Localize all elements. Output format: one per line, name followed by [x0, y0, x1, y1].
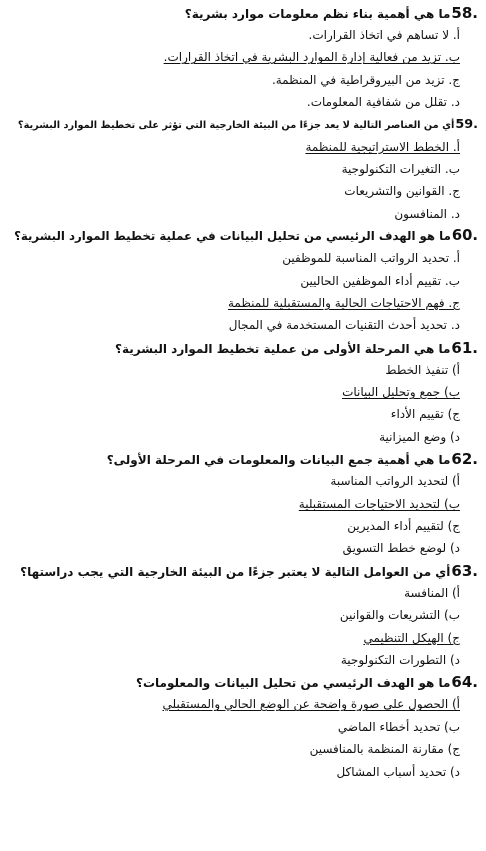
answer-option-correct: [8, 493, 478, 515]
answer-option-text: ج) تقييم الأداء: [390, 407, 460, 422]
question-line: [8, 448, 478, 470]
answer-option-text: أ) لتحديد الرواتب المناسبة: [330, 474, 460, 489]
answer-option-text: ب. تزيد من فعالية إدارة الموارد البشرية في اتخاذ القرارات.: [163, 50, 460, 65]
answer-option: [8, 716, 478, 738]
question-line: [8, 225, 478, 247]
answer-option-text: ج. تزيد من البيروقراطية في المنظمة.: [271, 72, 460, 87]
answer-option-correct: [8, 693, 478, 715]
answer-option: [8, 537, 478, 559]
question-line: [8, 114, 478, 136]
answer-option-text: ب. التغيرات التكنولوجية: [341, 161, 460, 176]
answer-option: [8, 24, 478, 46]
question-number: 62.: [451, 450, 478, 469]
answer-option-text: د. تقلل من شفافية المعلومات.: [306, 95, 460, 110]
question-block: [8, 448, 478, 560]
answer-option-text: ب) جمع وتحليل البيانات: [342, 385, 460, 400]
question-text: ما هو الهدف الرئيسي من تحليل البيانات في عملية تخطيط الموارد البشرية؟: [14, 229, 451, 244]
answer-option-correct: [8, 627, 478, 649]
answer-option: [8, 359, 478, 381]
question-number: 60.: [451, 227, 478, 245]
question-line: [8, 671, 478, 693]
answer-option: [8, 247, 478, 269]
answer-option: [8, 69, 478, 91]
answer-option: [8, 738, 478, 760]
answer-option-text: ج) مقارنة المنظمة بالمنافسين: [309, 742, 460, 757]
answer-option-text: أ. الخطط الاستراتيجية للمنظمة: [305, 139, 460, 154]
question-text: أي من العوامل التالية لا يعتبر جزءًا من البيئة الخارجية التي يجب دراستها؟: [20, 564, 451, 579]
answer-option-correct: [8, 136, 478, 158]
answer-option-text: أ) الحصول على صورة واضحة عن الوضع الحالي والمستقبلي: [162, 697, 460, 712]
question-number: 63.: [451, 561, 478, 580]
question-text: أي من العناصر التالية لا يعد جزءًا من البيئة الخارجية التي تؤثر على تخطيط الموارد البشرية؟: [17, 119, 455, 131]
question-block: [8, 560, 478, 672]
question-number: 58.: [451, 4, 478, 22]
answer-option-text: ج. القوانين والتشريعات: [344, 184, 460, 199]
answer-option: [8, 91, 478, 113]
answer-option: [8, 158, 478, 180]
question-text: ما هي أهمية بناء نظم معلومات موارد بشرية؟: [184, 7, 451, 21]
answer-option-text: د) تحديد أسباب المشاكل: [336, 764, 460, 779]
answer-option: [8, 203, 478, 225]
answer-option: [8, 403, 478, 425]
question-block: [8, 2, 478, 114]
question-number: 64.: [451, 673, 478, 692]
question-text: ما هي أهمية جمع البيانات والمعلومات في المرحلة الأولى؟: [106, 453, 451, 468]
answer-option: [8, 761, 478, 783]
answer-option-text: د) وضع الميزانية: [379, 429, 460, 444]
question-line: [8, 2, 478, 24]
answer-option-text: أ) المنافسة: [404, 585, 460, 600]
answer-option-text: د. المنافسون: [394, 206, 460, 221]
answer-option-text: ب. تقييم أداء الموظفين الحاليين: [300, 273, 460, 288]
answer-option: [8, 314, 478, 336]
answer-option-correct: [8, 381, 478, 403]
answer-option: [8, 426, 478, 448]
answer-option: [8, 604, 478, 626]
answer-option-correct: [8, 292, 478, 314]
question-block: [8, 114, 478, 226]
answer-option: [8, 649, 478, 671]
answer-option: [8, 180, 478, 202]
answer-option-text: د. تحديد أحدث التقنيات المستخدمة في المجال: [228, 318, 460, 333]
answer-option-text: ب) التشريعات والقوانين: [339, 608, 460, 623]
question-line: [8, 337, 478, 359]
question-text: ما هي المرحلة الأولى من عملية تخطيط الموارد البشرية؟: [115, 341, 451, 356]
question-number: 59.: [455, 116, 478, 132]
answer-option-text: ب) لتحديد الاحتياجات المستقبلية: [298, 496, 460, 511]
question-block: [8, 671, 478, 783]
question-block: [8, 337, 478, 449]
answer-option: [8, 470, 478, 492]
answer-option-text: ج) الهيكل التنظيمي: [363, 630, 460, 645]
answer-option-text: ج) لتقييم أداء المديرين: [347, 519, 460, 534]
answer-option-text: د) التطورات التكنولوجية: [340, 652, 460, 667]
answer-option: [8, 515, 478, 537]
answer-option-text: ج. فهم الاحتياجات الحالية والمستقبلية للمنظمة: [227, 295, 460, 310]
answer-option: [8, 270, 478, 292]
answer-option-text: أ. تحديد الرواتب المناسبة للموظفين: [282, 251, 460, 266]
question-number: 61.: [451, 338, 478, 357]
answer-option-text: أ) تنفيذ الخطط: [385, 362, 460, 377]
answer-option-text: ب) تحديد أخطاء الماضي: [337, 719, 460, 734]
answer-option-text: د) لوضع خطط التسويق: [342, 541, 460, 556]
question-text: ما هو الهدف الرئيسي من تحليل البيانات والمعلومات؟: [135, 676, 451, 691]
question-block: [8, 225, 478, 337]
answer-option: [8, 582, 478, 604]
answer-option-text: أ. لا تساهم في اتخاذ القرارات.: [308, 28, 460, 42]
question-line: [8, 560, 478, 582]
answer-option-correct: [8, 46, 478, 68]
